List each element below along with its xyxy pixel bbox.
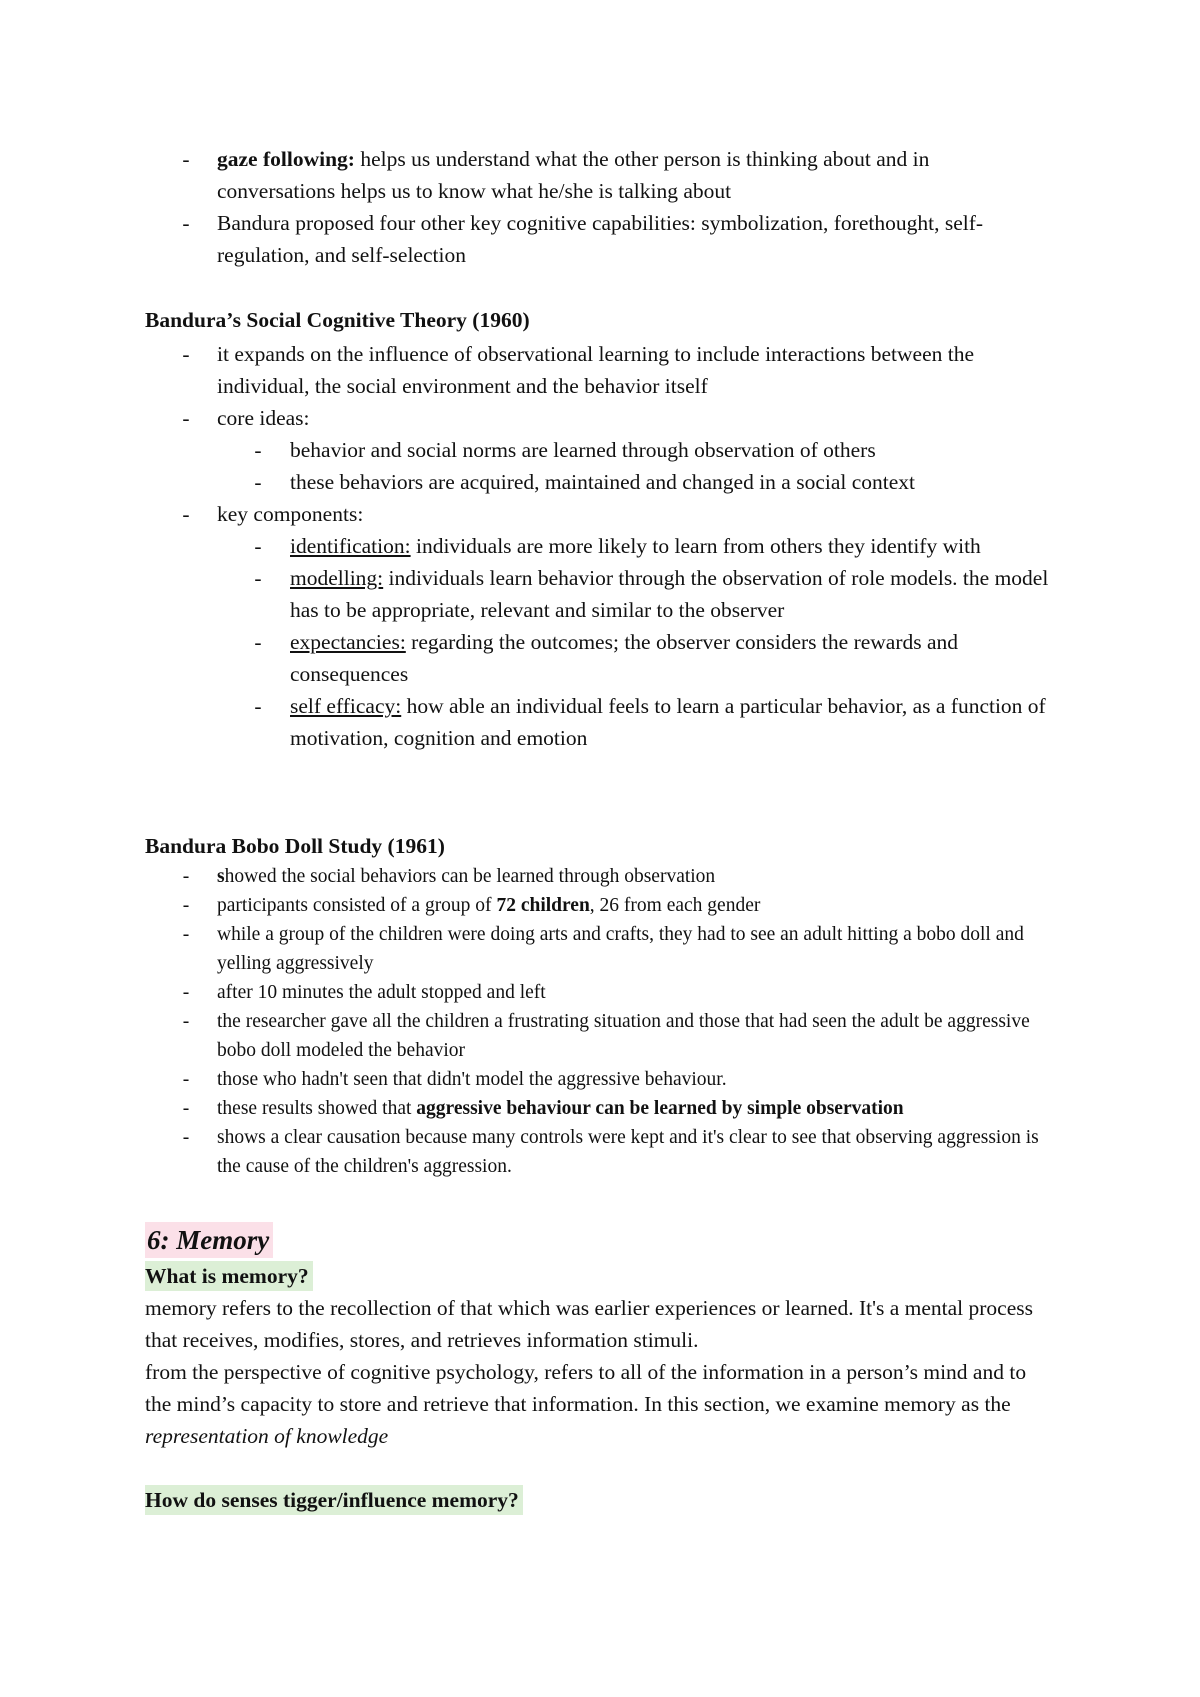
heading-bobo-doll-study: Bandura Bobo Doll Study (1961): [145, 834, 445, 858]
memory-paragraph: memory refers to the recollection of that which was earlier experiences or learned. It's a mental process that receives, modifies, stores, and retrieves information stimuli. from the perspective of cognitive psychology, refers to all of the information in a person’s mind and to the mind’s capacity to store and retrieve that information. In this section, we examine memory as the representation of knowledge: [145, 1296, 1033, 1448]
list-item: - Bandura proposed four other key cognitive capabilities: symbolization, forethought, self-regulation, and self-selection: [0, 207, 1200, 271]
sub-list-item: - identification: individuals are more likely to learn from others they identify with: [254, 534, 981, 558]
sct-list: [0, 338, 1200, 754]
list-item: - participants consisted of a group of 72 children, 26 from each gender: [182, 895, 761, 916]
list-item: - these results showed that aggressive behaviour can be learned by simple observation: [182, 1098, 904, 1119]
intro-list: [0, 143, 1200, 271]
term-self-efficacy: self efficacy:: [290, 694, 402, 718]
term-modelling: modelling:: [290, 566, 384, 590]
sub-list-item: - these behaviors are acquired, maintained and changed in a social context: [254, 470, 916, 494]
heading-social-cognitive-theory: Bandura’s Social Cognitive Theory (1960): [145, 308, 530, 332]
list-item: - while a group of the children were doing arts and crafts, they had to see an adult hitting a bobo doll and yelling aggressively: [182, 924, 1024, 974]
sub-list-item: - self efficacy: how able an individual feels to learn a particular behavior, as a function of motivation, cognition and emotion: [254, 694, 1046, 750]
list-item: - gaze following: helps us understand what the other person is thinking about and in conversations helps us to know what he/she is talking about: [0, 143, 1200, 207]
question-what-is-memory: What is memory?: [145, 1261, 313, 1291]
term-gaze-following: gaze following:: [217, 147, 355, 171]
sub-list-item: - modelling: individuals learn behavior through the observation of role models. the model has to be appropriate, relevant and similar to the observer: [254, 566, 1049, 622]
section-title-memory: 6: Memory: [145, 1222, 273, 1258]
sub-list-item: - expectancies: regarding the outcomes; the observer considers the rewards and consequences: [254, 630, 959, 686]
list-item: - after 10 minutes the adult stopped and left: [182, 982, 546, 1003]
list-item: - those who hadn't seen that didn't model the aggressive behaviour.: [182, 1069, 727, 1090]
list-item: - shows a clear causation because many controls were kept and it's clear to see that observing aggression is the cause of the children's aggression.: [182, 1127, 1039, 1177]
term-identification: identification:: [290, 534, 411, 558]
list-item: - key components:: [182, 502, 364, 526]
bullet-dash: -: [182, 211, 190, 235]
bullet-dash: -: [182, 147, 190, 171]
bobo-list: [0, 862, 1200, 1181]
sub-list-item: - behavior and social norms are learned through observation of others: [254, 438, 876, 462]
term-expectancies: expectancies:: [290, 630, 406, 654]
list-item: - it expands on the influence of observational learning to include interactions between the individual, the social environment and the behavior itself: [182, 342, 975, 398]
question-senses-memory: How do senses tigger/influence memory?: [145, 1485, 523, 1515]
list-item: - core ideas:: [182, 406, 310, 430]
list-item: - showed the social behaviors can be learned through observation: [182, 866, 716, 887]
list-item: - the researcher gave all the children a frustrating situation and those that had seen the adult be aggressive bobo doll modeled the behavior: [182, 1011, 1030, 1061]
